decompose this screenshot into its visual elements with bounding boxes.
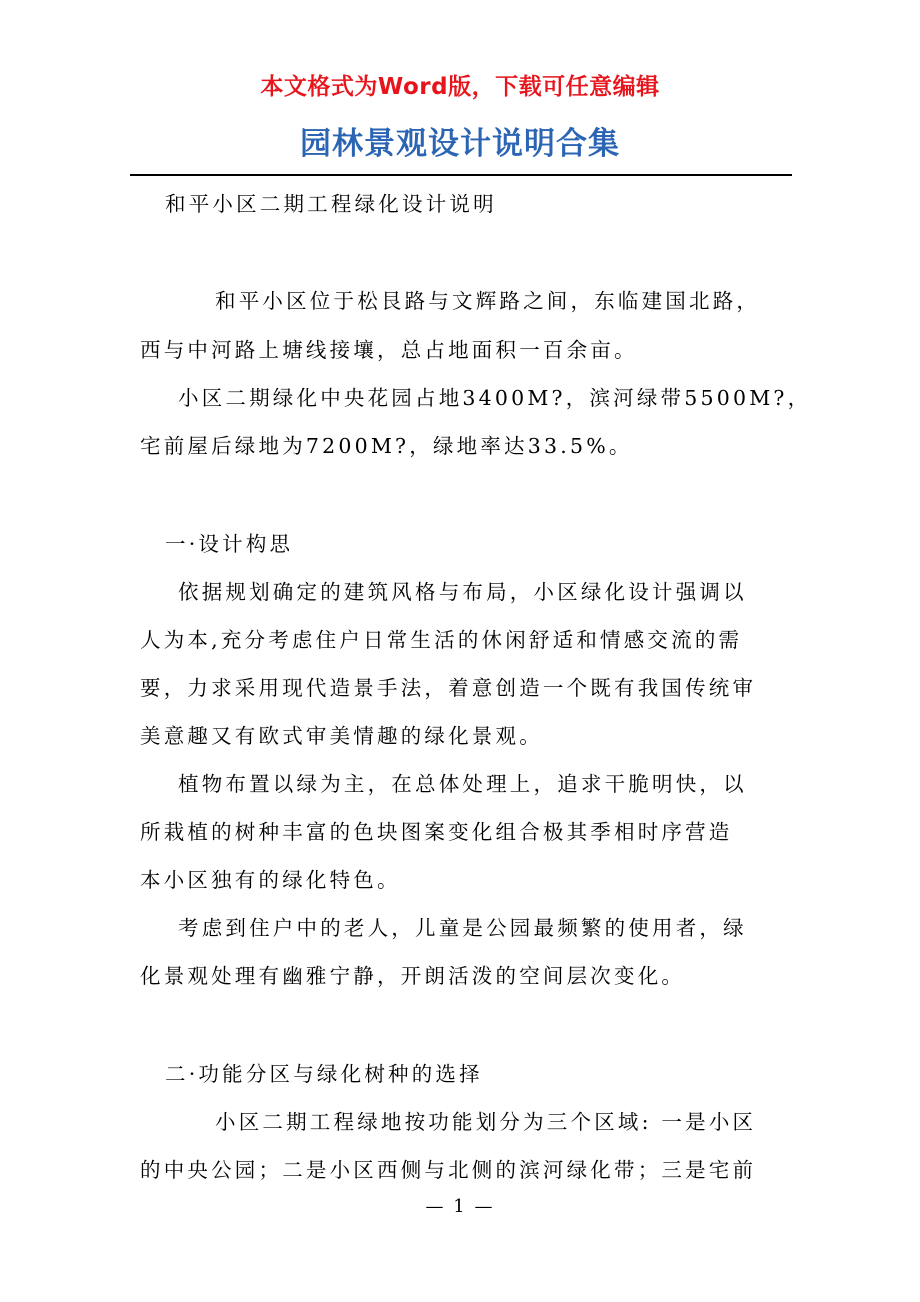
intro-p1-line-1: 和平小区位于松艮路与文辉路之间，东临建国北路，: [215, 289, 761, 313]
intro-p1-line-2: 西与中河路上塘线接壤，总占地面积一百余亩。: [140, 338, 638, 362]
page-number: — 1 —: [425, 1196, 495, 1217]
intro-p2-line-2: 宅前屋后绿地为7200M?，绿地率达33.5%。: [140, 434, 633, 458]
section1-p2-line-3: 本小区独有的绿化特色。: [140, 868, 401, 892]
article-heading: 和平小区二期工程绿化设计说明: [165, 192, 497, 216]
section2-p1-line-2: 的中央公园；二是小区西侧与北侧的滨河绿化带；三是宅前: [140, 1158, 757, 1182]
collection-title: 园林景观设计说明合集: [300, 126, 620, 162]
section1-heading: 一·设计构思: [165, 532, 294, 556]
section1-p1-line-2: 人为本,充分考虑住户日常生活的休闲舒适和情感交流的需: [140, 628, 743, 652]
section2-p1-line-1: 小区二期工程绿地按功能划分为三个区域: 一是小区: [215, 1110, 757, 1134]
section1-p3-line-2: 化景观处理有幽雅宁静，开朗活泼的空间层次变化。: [140, 964, 686, 988]
title-divider: [130, 174, 792, 176]
format-notice-banner: 本文格式为Word版，下载可任意编辑: [260, 74, 660, 100]
section1-p1-line-3: 要，力求采用现代造景手法，着意创造一个既有我国传统审: [140, 676, 757, 700]
section1-p2-line-2: 所栽植的树种丰富的色块图案变化组合极其季相时序营造: [140, 820, 733, 844]
section1-p2-line-1: 植物布置以绿为主，在总体处理上，追求干脆明快，以: [178, 772, 747, 796]
section1-p1-line-1: 依据规划确定的建筑风格与布局，小区绿化设计强调以: [178, 580, 747, 604]
intro-p2-line-1: 小区二期绿化中央花园占地3400M?，滨河绿带5500M?，: [178, 386, 812, 410]
section1-p3-line-1: 考虑到住户中的老人，儿童是公园最频繁的使用者，绿: [178, 916, 747, 940]
section1-p1-line-4: 美意趣又有欧式审美情趣的绿化景观。: [140, 724, 543, 748]
section2-heading: 二·功能分区与绿化树种的选择: [165, 1062, 483, 1086]
